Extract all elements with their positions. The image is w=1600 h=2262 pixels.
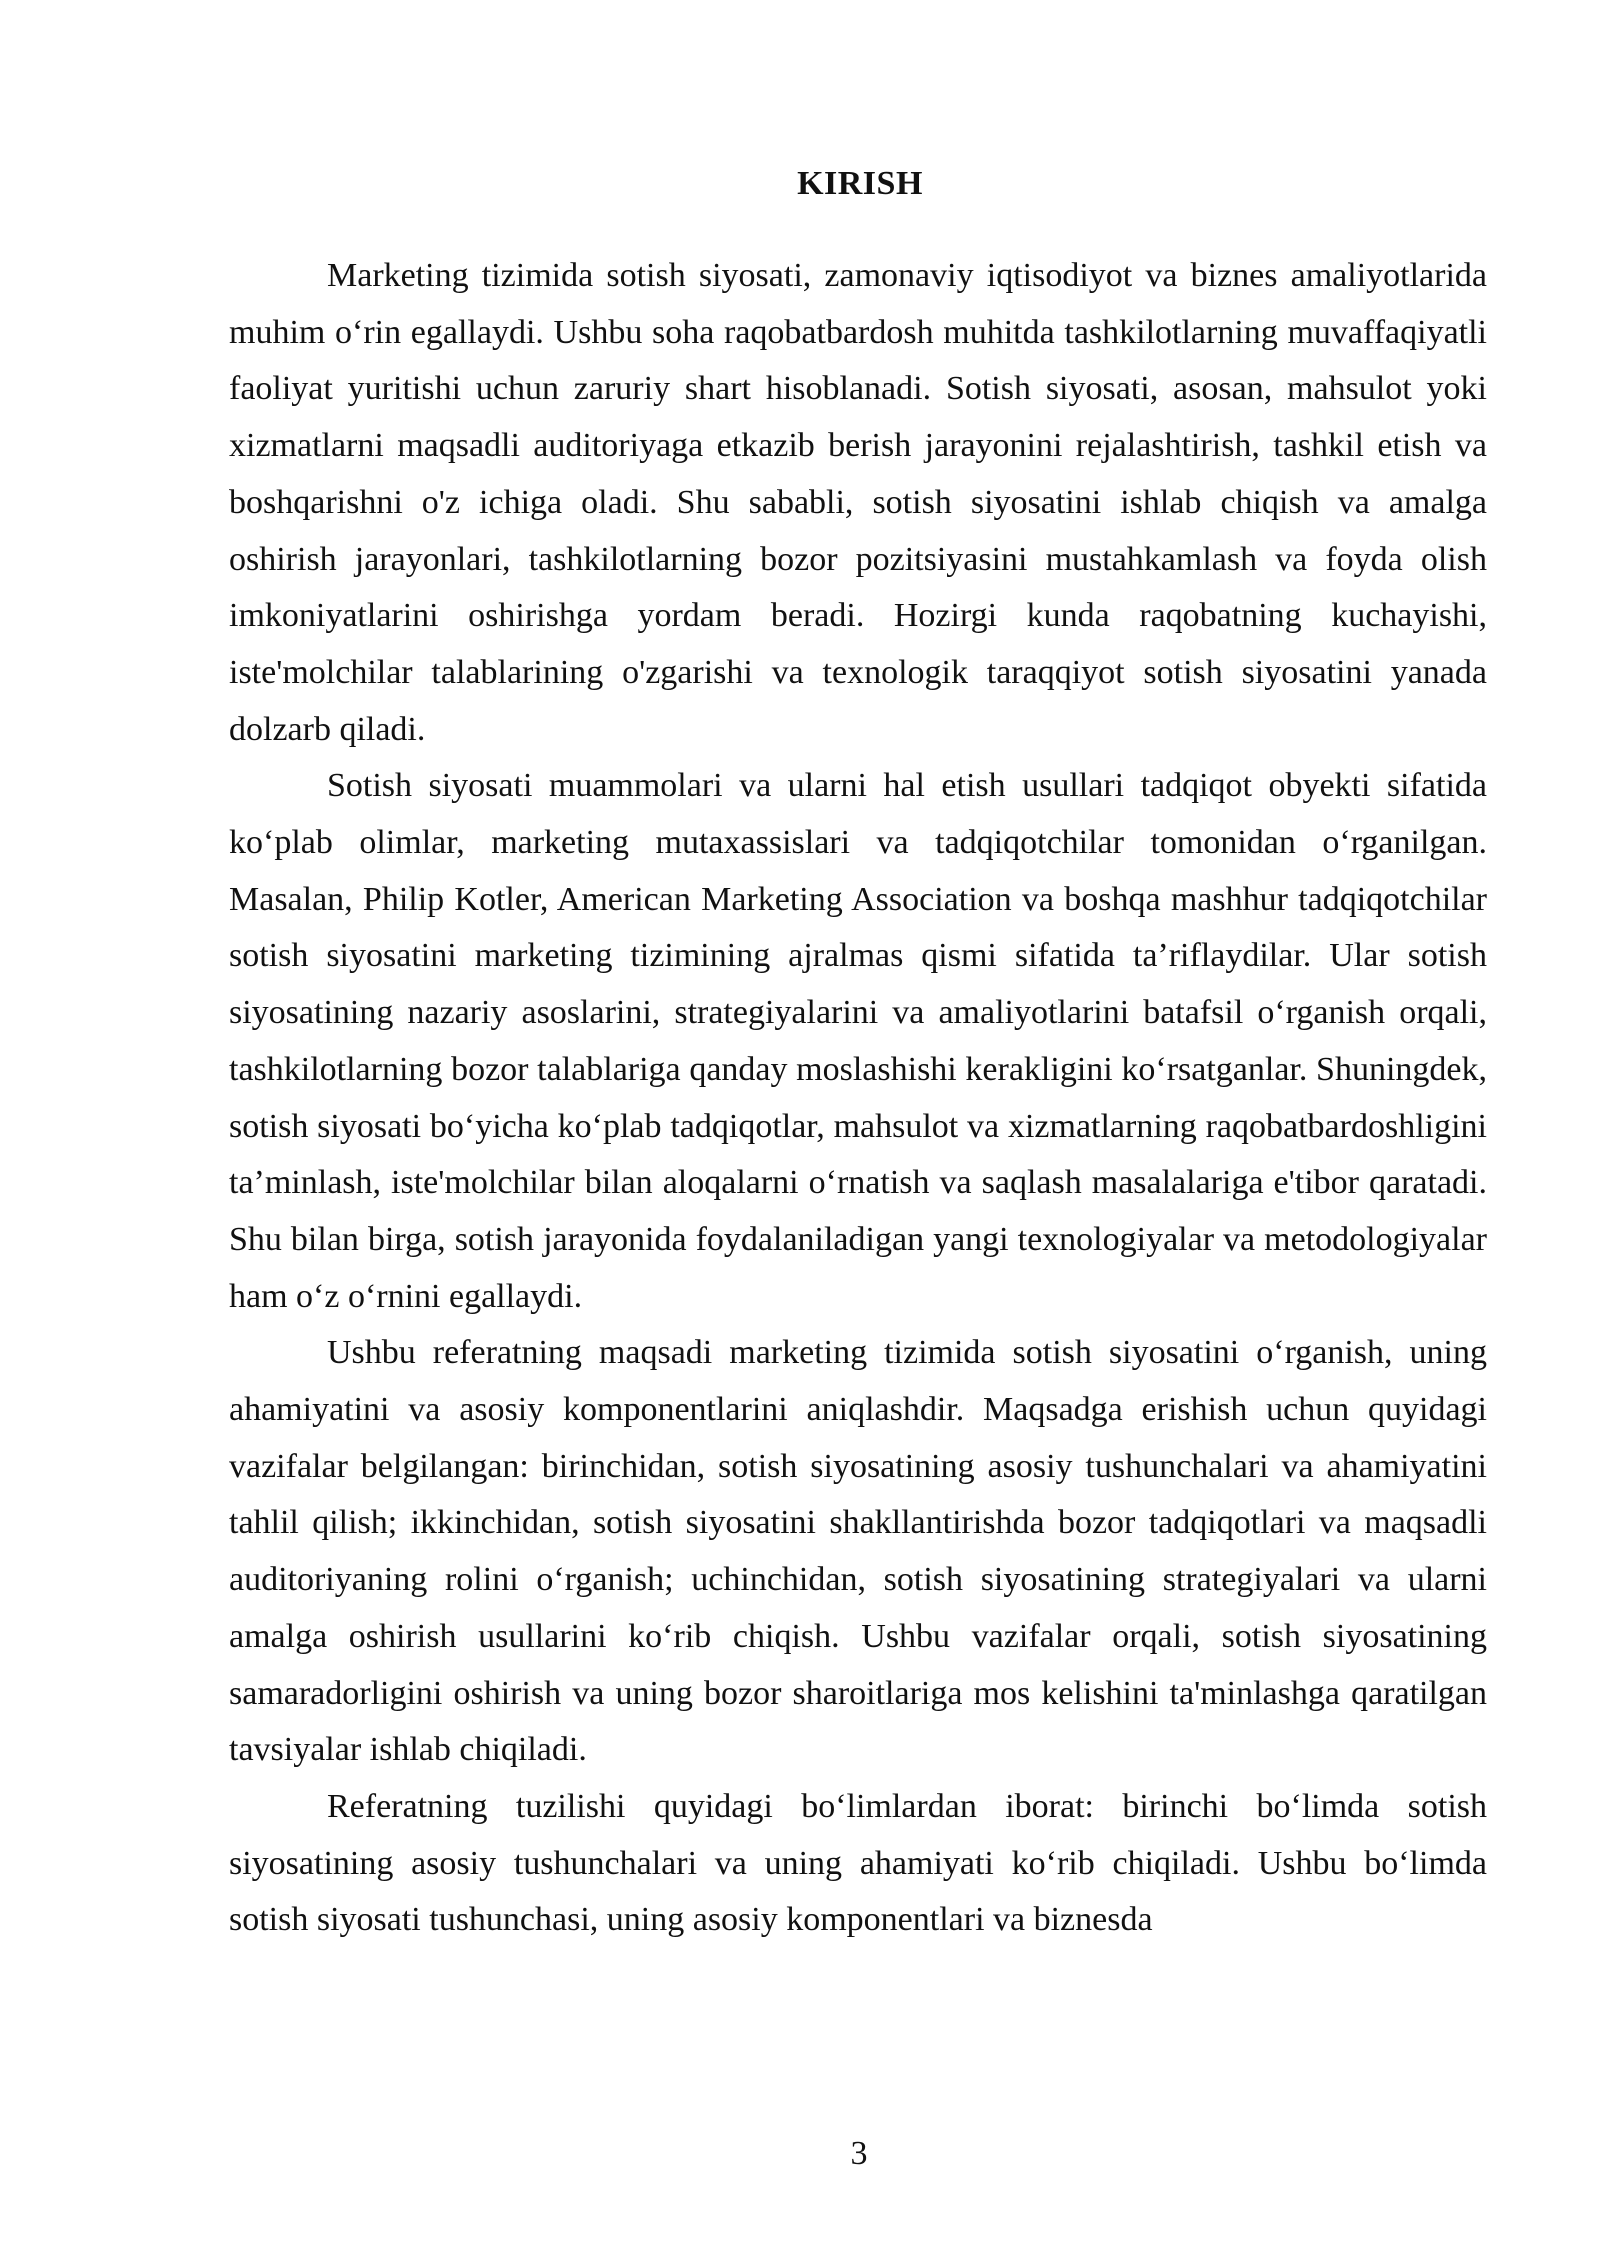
body-text — [229, 248, 1487, 1949]
paragraph-3: Ushbu referatning maqsadi marketing tizimida sotish siyosatini o‘rganish, uning ahamiyatini va asosiy komponentlarini aniqlashdir. Maqsadga erishish uchun quyidagi vazifalar belgilangan: birinchidan, sotish siyosatining asosiy tushunchalari va ahamiyatini tahlil qilish; ikkinchidan, sotish siyosatini shakllantirishda bozor tadqiqotlari va maqsadli auditoriyaning rolini o‘rganish; uchinchidan, sotish siyosatining strategiyalari va ularni amalga oshirish usullarini ko‘rib chiqish. Ushbu vazifalar orqali, sotish siyosatining samaradorligini oshirish va uning bozor sharoitlariga mos kelishini ta'minlashga qaratilgan tavsiyalar ishlab chiqiladi. — [229, 1334, 1487, 1769]
section-title: KIRISH — [797, 165, 923, 202]
page-number: 3 — [850, 2135, 868, 2172]
paragraph-2: Sotish siyosati muammolari va ularni hal etish usullari tadqiqot obyekti sifatida ko‘plab olimlar, marketing mutaxassislari va tadqiqotchilar tomonidan o‘rganilgan. Masalan, Philip Kotler, American Marketing Association va boshqa mashhur tadqiqotchilar sotish siyosatini marketing tizimining ajralmas qismi sifatida ta’riflaydilar. Ular sotish siyosatining nazariy asoslarini, strategiyalarini va amaliyotlarini batafsil o‘rganish orqali, tashkilotlarning bozor talablariga qanday moslashishi kerakligini ko‘rsatganlar. Shuningdek, sotish siyosati bo‘yicha ko‘plab tadqiqotlar, mahsulot va xizmatlarning raqobatbardoshligini ta’minlash, iste'molchilar bilan aloqalarni o‘rnatish va saqlash masalalariga e'tibor qaratadi. Shu bilan birga, sotish jarayonida foydalaniladigan yangi texnologiyalar va metodologiyalar ham o‘z o‘rnini egallaydi. — [229, 767, 1487, 1315]
paragraph-1: Marketing tizimida sotish siyosati, zamonaviy iqtisodiyot va biznes amaliyotlarida muhim o‘rin egallaydi. Ushbu soha raqobatbardosh muhitda tashkilotlarning muvaffaqiyatli faoliyat yuritishi uchun zaruriy shart hisoblanadi. Sotish siyosati, asosan, mahsulot yoki xizmatlarni maqsadli auditoriyaga etkazib berish jarayonini rejalashtirish, tashkil etish va boshqarishni o'z ichiga oladi. Shu sababli, sotish siyosatini ishlab chiqish va amalga oshirish jarayonlari, tashkilotlarning bozor pozitsiyasini mustahkamlash va foyda olish imkoniyatlarini oshirishga yordam beradi. Hozirgi kunda raqobatning kuchayishi, iste'molchilar talablarining o'zgarishi va texnologik taraqqiyot sotish siyosatini yanada dolzarb qiladi. — [229, 257, 1487, 748]
paragraph-4: Referatning tuzilishi quyidagi bo‘limlardan iborat: birinchi bo‘limda sotish siyosatining asosiy tushunchalari va uning ahamiyati ko‘rib chiqiladi. Ushbu bo‘limda sotish siyosati tushunchasi, uning asosiy komponentlari va biznesda — [229, 1787, 1487, 1939]
